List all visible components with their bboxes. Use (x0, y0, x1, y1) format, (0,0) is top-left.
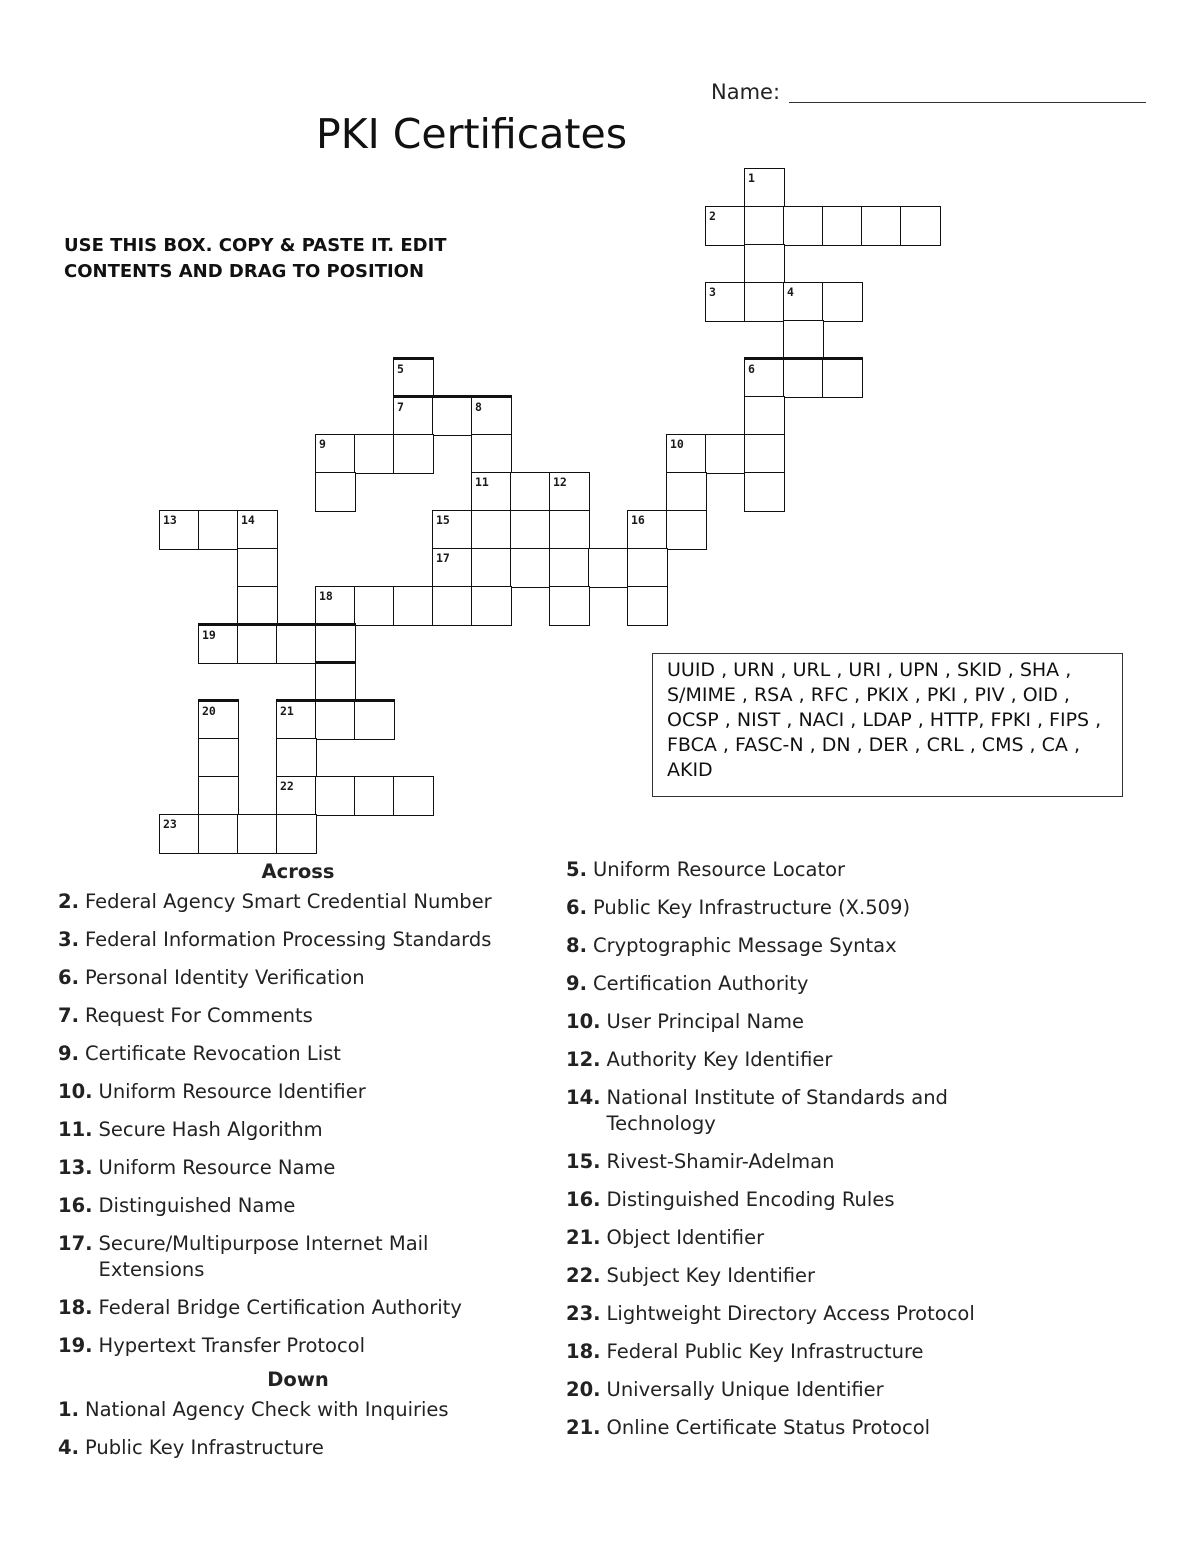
clue-text: Cryptographic Message Syntax (592, 934, 897, 957)
crossword-cell[interactable] (354, 434, 395, 474)
clue-text: Object Identifier (606, 1226, 765, 1249)
clue-number: 20. (566, 1378, 601, 1401)
crossword-cell[interactable] (393, 586, 434, 626)
crossword-cell[interactable] (744, 244, 785, 284)
crossword-cell[interactable] (783, 320, 824, 360)
clue-number: 3. (58, 928, 79, 951)
crossword-cell[interactable] (744, 396, 785, 436)
clue-number-label: 7 (397, 400, 404, 414)
clue-text: Federal Information Processing Standards (84, 928, 492, 951)
crossword-cell[interactable] (276, 814, 317, 854)
clue-text: Rivest-Shamir-Adelman (606, 1150, 835, 1173)
crossword-cell[interactable] (705, 434, 746, 474)
crossword-cell-13[interactable] (159, 510, 200, 550)
crossword-cell[interactable] (198, 510, 239, 550)
clue-item (566, 1263, 996, 1289)
crossword-cell[interactable] (237, 548, 278, 588)
clue-item (58, 1295, 538, 1321)
clue-number-label: 10 (670, 437, 684, 451)
crossword-cell-17[interactable] (432, 548, 473, 588)
clue-item (58, 1155, 538, 1181)
crossword-cell[interactable] (822, 282, 863, 322)
clue-text: Certification Authority (592, 972, 809, 995)
crossword-cell[interactable] (510, 548, 551, 588)
clue-number: 12. (566, 1048, 601, 1071)
crossword-cell[interactable] (315, 699, 356, 740)
crossword-cell[interactable] (588, 548, 629, 588)
clue-text: National Institute of Standards and Technology (606, 1086, 948, 1135)
clue-item (58, 965, 538, 991)
clue-number: 22. (566, 1264, 601, 1287)
clue-number: 8. (566, 934, 587, 957)
clue-item (566, 1085, 996, 1137)
crossword-cell[interactable] (744, 282, 785, 322)
clue-number: 16. (58, 1194, 93, 1217)
crossword-cell-14[interactable] (237, 510, 278, 550)
crossword-cell[interactable] (627, 586, 668, 626)
clue-text: Distinguished Name (98, 1194, 296, 1217)
clue-item (58, 1193, 538, 1219)
clue-number: 4. (58, 1436, 79, 1459)
clue-number-label: 14 (241, 513, 255, 527)
clue-number-label: 20 (202, 704, 216, 718)
clue-number-label: 3 (709, 285, 716, 299)
clue-item (566, 933, 996, 959)
crossword-cell-5[interactable] (393, 357, 434, 398)
clue-text: Certificate Revocation List (84, 1042, 341, 1065)
clue-number-label: 13 (163, 513, 177, 527)
clues-right-column (566, 857, 996, 1453)
clue-number-label: 11 (475, 475, 489, 489)
crossword-cell[interactable] (315, 661, 356, 702)
clue-number: 18. (58, 1296, 93, 1319)
clue-number-label: 8 (475, 400, 482, 414)
clue-number: 17. (58, 1232, 93, 1255)
crossword-cell-2[interactable] (705, 206, 746, 246)
crossword-cell-23[interactable] (159, 814, 200, 854)
clue-number: 13. (58, 1156, 93, 1179)
crossword-cell[interactable] (822, 206, 863, 246)
crossword-cell[interactable] (783, 357, 824, 398)
crossword-cell[interactable] (237, 623, 278, 664)
clue-text: Personal Identity Verification (84, 966, 365, 989)
clue-number-label: 2 (709, 209, 716, 223)
crossword-cell[interactable] (861, 206, 902, 246)
crossword-cell[interactable] (822, 357, 863, 398)
crossword-cell-15[interactable] (432, 510, 473, 550)
clue-number: 19. (58, 1334, 93, 1357)
page-title: PKI Certificates (316, 110, 628, 158)
clue-text: Public Key Infrastructure (84, 1436, 324, 1459)
crossword-cell[interactable] (198, 776, 239, 816)
clue-item (566, 1225, 996, 1251)
crossword-cell[interactable] (471, 434, 512, 474)
clue-item (58, 1003, 538, 1029)
crossword-cell[interactable] (393, 776, 434, 816)
clue-item (566, 1377, 996, 1403)
crossword-cell-10[interactable] (666, 434, 707, 474)
clue-item (566, 1301, 996, 1327)
crossword-cell[interactable] (744, 472, 785, 512)
crossword-cell[interactable] (471, 548, 512, 588)
name-label: Name: (711, 80, 781, 104)
crossword-cell[interactable] (198, 738, 239, 778)
clue-number-label: 4 (787, 285, 794, 299)
clue-number: 10. (58, 1080, 93, 1103)
clue-number-label: 17 (436, 551, 450, 565)
clue-item (566, 895, 996, 921)
clue-text: Request For Comments (84, 1004, 313, 1027)
crossword-cell[interactable] (627, 548, 668, 588)
crossword-cell-21[interactable] (276, 699, 317, 740)
clue-number: 14. (566, 1086, 601, 1109)
crossword-cell-9[interactable] (315, 434, 356, 474)
clue-item (566, 857, 996, 883)
clue-text: Lightweight Directory Access Protocol (606, 1302, 975, 1325)
clue-item (58, 1041, 538, 1067)
clue-item (58, 927, 538, 953)
crossword-cell-7[interactable] (393, 395, 434, 436)
crossword-cell-8[interactable] (471, 395, 512, 436)
clue-item (58, 1435, 538, 1461)
instructions-text: USE THIS BOX. COPY & PASTE IT. EDIT CONTENTS AND DRAG TO POSITION (64, 235, 447, 282)
across-clue-list (58, 889, 538, 1359)
clue-text: Distinguished Encoding Rules (606, 1188, 895, 1211)
crossword-cell[interactable] (276, 623, 317, 664)
clue-number-label: 6 (748, 362, 755, 376)
crossword-cell-6[interactable] (744, 357, 785, 398)
clue-text: Secure/Multipurpose Internet Mail Extensions (98, 1232, 429, 1281)
crossword-cell[interactable] (744, 434, 785, 474)
clue-number: 6. (58, 966, 79, 989)
clue-text: Universally Unique Identifier (606, 1378, 884, 1401)
clue-number: 9. (566, 972, 587, 995)
clue-item (566, 1187, 996, 1213)
clue-item (566, 1415, 996, 1441)
crossword-cell[interactable] (783, 206, 824, 246)
crossword-cell[interactable] (276, 738, 317, 778)
clue-number: 9. (58, 1042, 79, 1065)
across-heading: Across (261, 860, 335, 883)
clue-item (58, 889, 538, 915)
crossword-cell[interactable] (549, 510, 590, 550)
clue-text: Secure Hash Algorithm (98, 1118, 323, 1141)
clues-left-column (58, 855, 538, 1473)
clue-number: 7. (58, 1004, 79, 1027)
crossword-cell-1[interactable] (744, 168, 785, 208)
crossword-cell-22[interactable] (276, 776, 317, 816)
crossword-cell[interactable] (549, 548, 590, 588)
clue-number-label: 9 (319, 437, 326, 451)
crossword-cell[interactable] (471, 510, 512, 550)
crossword-cell[interactable] (315, 623, 356, 664)
clue-number-label: 18 (319, 589, 333, 603)
clue-text: Uniform Resource Identifier (98, 1080, 366, 1103)
crossword-cell[interactable] (666, 472, 707, 512)
word-bank-box: UUID , URN , URL , URI , UPN , SKID , SHA , S/MIME , RSA , RFC , PKIX , PKI , PIV , OID , OCSP , NIST , NACI , LDAP , HTTP, FPKI , FIPS , FBCA , FASC-N , DN , DER , CRL , CMS , CA , AKID (652, 653, 1123, 797)
crossword-cell[interactable] (432, 395, 473, 436)
clue-text: Subject Key Identifier (606, 1264, 816, 1287)
crossword-cell-18[interactable] (315, 586, 356, 626)
crossword-cell[interactable] (315, 776, 356, 816)
clue-text: Uniform Resource Locator (592, 858, 846, 881)
clue-number-label: 23 (163, 817, 177, 831)
clue-number-label: 21 (280, 704, 294, 718)
crossword-cell[interactable] (900, 206, 941, 246)
crossword-cell-12[interactable] (549, 472, 590, 512)
clue-number: 6. (566, 896, 587, 919)
crossword-cell[interactable] (549, 586, 590, 626)
down-heading: Down (267, 1368, 329, 1391)
down-clue-list-part2 (566, 857, 996, 1441)
clue-number-label: 15 (436, 513, 450, 527)
crossword-cell[interactable] (354, 699, 395, 740)
clue-number-label: 12 (553, 475, 567, 489)
clue-text: Federal Agency Smart Credential Number (84, 890, 492, 913)
crossword-cell[interactable] (744, 206, 785, 246)
clue-item (58, 1333, 538, 1359)
clue-text: Federal Bridge Certification Authority (98, 1296, 462, 1319)
down-clue-list-part1 (58, 1397, 538, 1461)
clue-item (566, 1149, 996, 1175)
clue-number: 2. (58, 890, 79, 913)
clue-number: 21. (566, 1416, 601, 1439)
clue-text: Uniform Resource Name (98, 1156, 336, 1179)
crossword-cell-16[interactable] (627, 510, 668, 550)
clue-text: Public Key Infrastructure (X.509) (592, 896, 911, 919)
clue-item (58, 1117, 538, 1143)
clue-number: 11. (58, 1118, 93, 1141)
crossword-cell[interactable] (198, 814, 239, 854)
clue-item (566, 1047, 996, 1073)
clue-number: 21. (566, 1226, 601, 1249)
clue-number: 1. (58, 1398, 79, 1421)
clue-text: Federal Public Key Infrastructure (606, 1340, 924, 1363)
clue-number-label: 22 (280, 779, 294, 793)
crossword-cell-19[interactable] (198, 623, 239, 664)
crossword-cell-20[interactable] (198, 699, 239, 740)
clue-number-label: 19 (202, 628, 216, 642)
crossword-cell[interactable] (237, 814, 278, 854)
crossword-cell-3[interactable] (705, 282, 746, 322)
clue-number: 5. (566, 858, 587, 881)
clue-text: Online Certificate Status Protocol (606, 1416, 931, 1439)
clue-number: 18. (566, 1340, 601, 1363)
crossword-cell[interactable] (471, 586, 512, 626)
clue-number: 15. (566, 1150, 601, 1173)
clue-number: 23. (566, 1302, 601, 1325)
crossword-cell[interactable] (354, 776, 395, 816)
crossword-cell[interactable] (510, 472, 551, 512)
clue-number: 10. (566, 1010, 601, 1033)
clue-text: National Agency Check with Inquiries (84, 1398, 449, 1421)
clue-text: User Principal Name (606, 1010, 805, 1033)
clue-item (58, 1079, 538, 1105)
clue-item (58, 1397, 538, 1423)
crossword-cell[interactable] (666, 510, 707, 550)
crossword-cell[interactable] (315, 472, 356, 512)
clue-text: Hypertext Transfer Protocol (98, 1334, 366, 1357)
clue-item (566, 1339, 996, 1365)
crossword-cell[interactable] (237, 586, 278, 626)
crossword-cell-4[interactable] (783, 282, 824, 322)
clue-number-label: 1 (748, 171, 755, 185)
clue-item (566, 1009, 996, 1035)
clue-number: 16. (566, 1188, 601, 1211)
clue-text: Authority Key Identifier (606, 1048, 833, 1071)
clue-item (566, 971, 996, 997)
crossword-cell[interactable] (393, 434, 434, 474)
clue-item (58, 1231, 538, 1283)
crossword-cell[interactable] (354, 586, 395, 626)
clue-number-label: 5 (397, 362, 404, 376)
clue-number-label: 16 (631, 513, 645, 527)
crossword-cell[interactable] (510, 510, 551, 550)
crossword-cell-11[interactable] (471, 472, 512, 512)
crossword-cell[interactable] (432, 586, 473, 626)
